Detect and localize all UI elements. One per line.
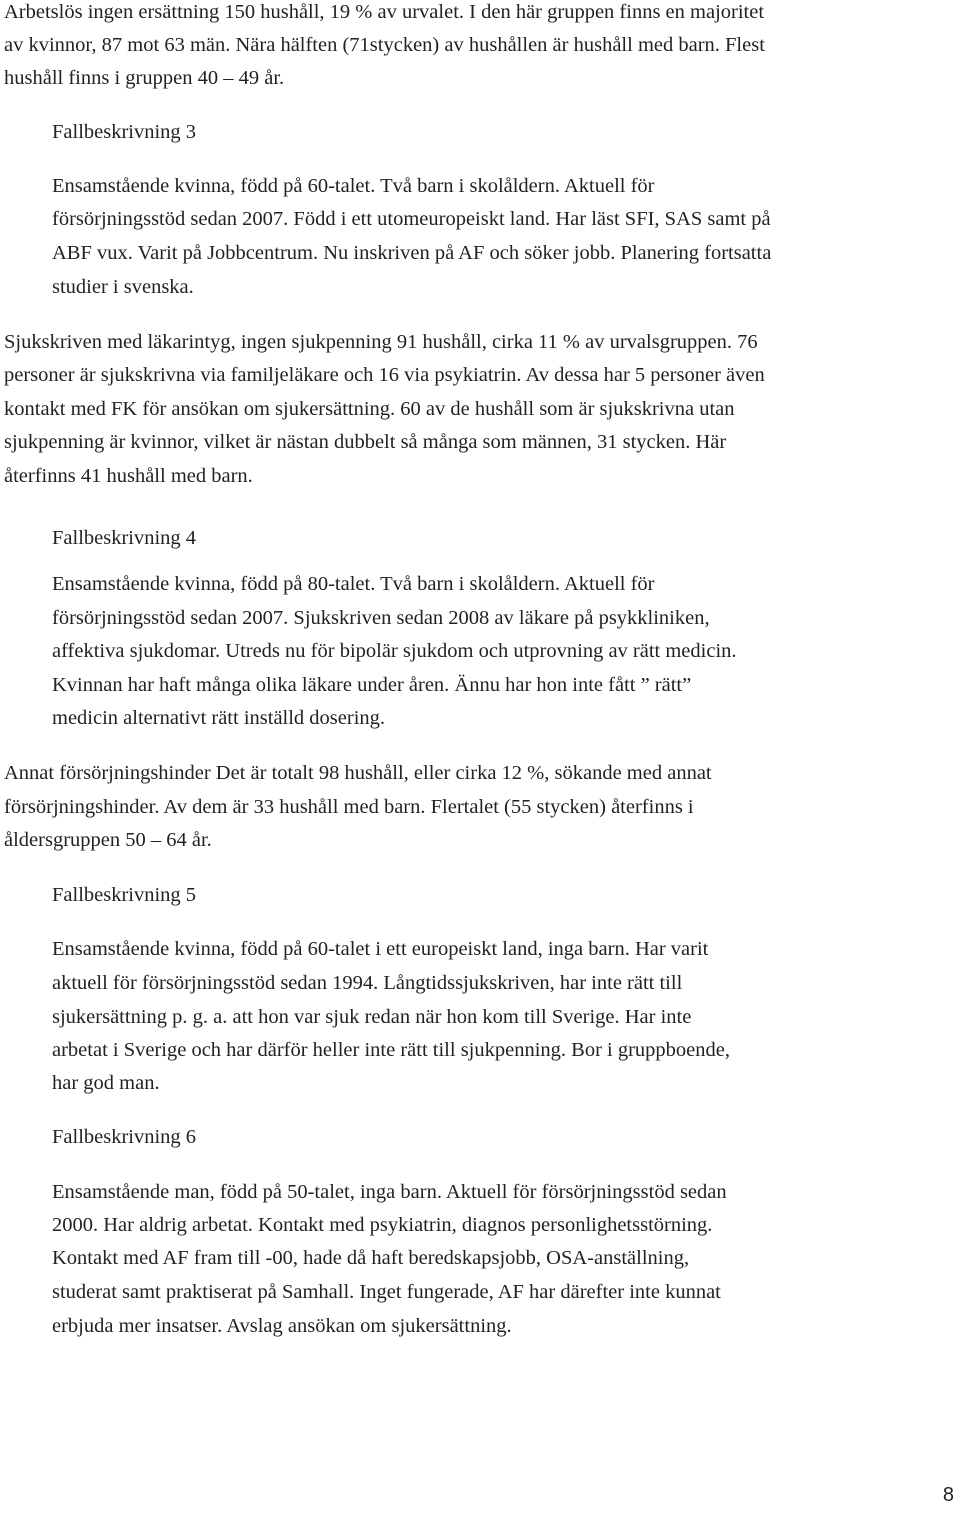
case-line: affektiva sjukdomar. Utreds nu för bipolär sjukdom och utprovning av rätt medicin.: [52, 640, 737, 662]
paragraph-line: Annat försörjningshinder Det är totalt 98 hushåll, eller cirka 12 %, sökande med annat: [4, 762, 712, 784]
case-line: försörjningsstöd sedan 2007. Sjukskriven sedan 2008 av läkare på psykkliniken,: [52, 607, 710, 629]
case-heading: Fallbeskrivning 6: [52, 1126, 197, 1148]
case-line: 2000. Har aldrig arbetat. Kontakt med psykiatrin, diagnos personlighetsstörning.: [52, 1214, 713, 1236]
case-line: arbetat i Sverige och har därför heller inte rätt till sjukpenning. Bor i gruppboende,: [52, 1039, 731, 1061]
case-line: medicin alternativt rätt inställd dosering.: [52, 707, 386, 729]
paragraph-line: sjukpenning är kvinnor, vilket är nästan dubbelt så många som männen, 31 stycken. Här: [4, 431, 727, 453]
case-line: försörjningsstöd sedan 2007. Född i ett utomeuropeiskt land. Har läst SFI, SAS samt på: [52, 208, 771, 230]
case-heading: Fallbeskrivning 5: [52, 884, 197, 906]
case-line: sjukersättning p. g. a. att hon var sjuk redan när hon kom till Sverige. Har inte: [52, 1006, 692, 1028]
case-line: har god man.: [52, 1072, 160, 1094]
paragraph-line: personer är sjukskrivna via familjeläkare och 16 via psykiatrin. Av dessa har 5 personer även: [4, 364, 765, 386]
paragraph-line: Sjukskriven med läkarintyg, ingen sjukpenning 91 hushåll, cirka 11 % av urvalsgruppen. 76: [4, 331, 758, 353]
case-line: Kvinnan har haft många olika läkare under åren. Ännu har hon inte fått ” rätt”: [52, 674, 692, 696]
paragraph-line: Arbetslös ingen ersättning 150 hushåll, 19 % av urvalet. I den här gruppen finns en majoritet: [4, 1, 765, 23]
page-number: 8: [942, 1484, 954, 1506]
paragraph-line: hushåll finns i gruppen 40 – 49 år.: [4, 67, 285, 89]
case-heading: Fallbeskrivning 3: [52, 121, 197, 143]
case-line: aktuell för försörjningsstöd sedan 1994. Långtidssjukskriven, har inte rätt till: [52, 972, 683, 994]
case-line: Ensamstående kvinna, född på 60-talet. Två barn i skolåldern. Aktuell för: [52, 175, 655, 197]
case-line: erbjuda mer insatser. Avslag ansökan om sjukersättning.: [52, 1315, 512, 1337]
paragraph-line: av kvinnor, 87 mot 63 män. Nära hälften (71stycken) av hushållen är hushåll med barn. Flest: [4, 34, 765, 56]
case-line: ABF vux. Varit på Jobbcentrum. Nu inskriven på AF och söker jobb. Planering fortsatta: [52, 242, 772, 264]
paragraph-line: kontakt med FK för ansökan om sjukersättning. 60 av de hushåll som är sjukskrivna utan: [4, 398, 735, 420]
case-line: Ensamstående kvinna, född på 60-talet i ett europeiskt land, inga barn. Har varit: [52, 938, 709, 960]
case-line: Ensamstående man, född på 50-talet, inga barn. Aktuell för försörjningsstöd sedan: [52, 1181, 727, 1203]
case-line: Kontakt med AF fram till -00, hade då haft beredskapsjobb, OSA-anställning,: [52, 1247, 690, 1269]
case-line: Ensamstående kvinna, född på 80-talet. Två barn i skolåldern. Aktuell för: [52, 573, 655, 595]
case-line: studier i svenska.: [52, 276, 194, 298]
paragraph-line: åldersgruppen 50 – 64 år.: [4, 829, 212, 851]
paragraph-line: försörjningshinder. Av dem är 33 hushåll med barn. Flertalet (55 stycken) återfinns i: [4, 796, 694, 818]
case-line: studerat samt praktiserat på Samhall. Inget fungerade, AF har därefter inte kunnat: [52, 1281, 721, 1303]
case-heading: Fallbeskrivning 4: [52, 527, 197, 549]
paragraph-line: återfinns 41 hushåll med barn.: [4, 465, 253, 487]
